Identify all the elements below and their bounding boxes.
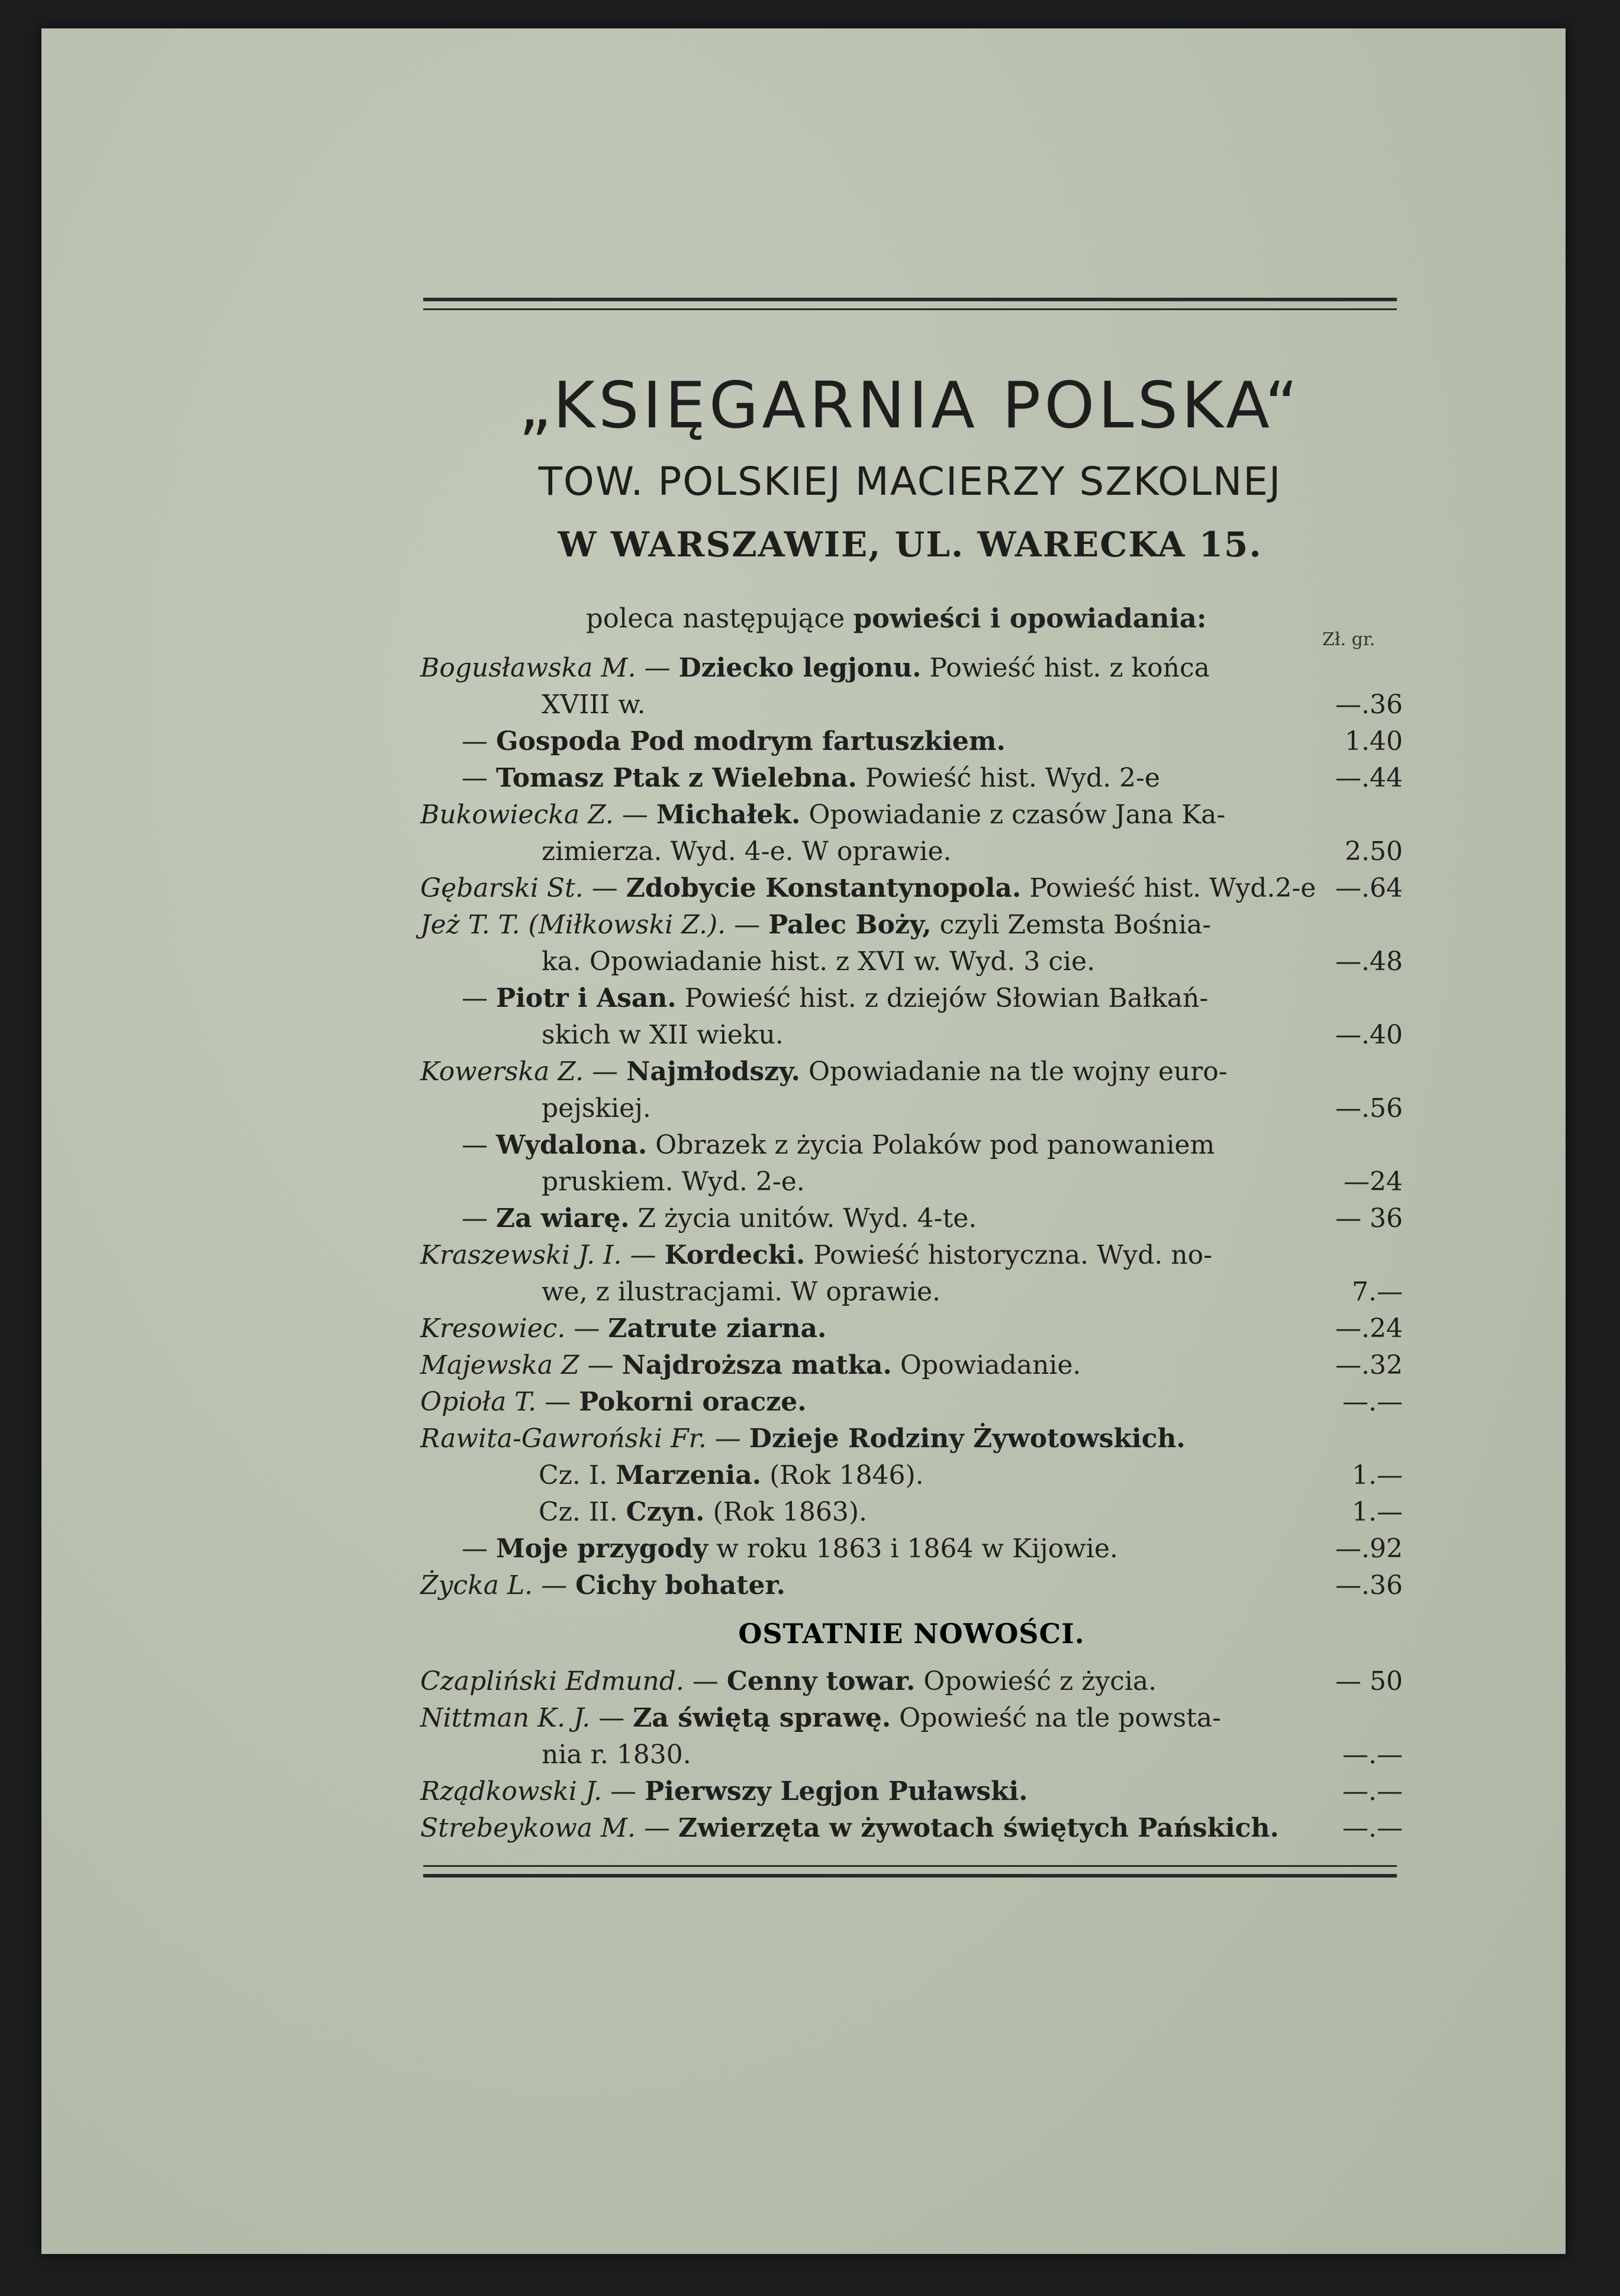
top-rule-thin (423, 308, 1397, 310)
entry-text (542, 1090, 651, 1127)
list-item (420, 760, 1403, 797)
entry-author: Rawita-Gawroński Fr. (420, 1424, 707, 1454)
entry-author: Jeż T. T. (Miłkowski Z.). (420, 910, 726, 940)
entry-price: —.36 (1335, 1570, 1403, 1601)
entry-price: 7.— (1352, 1277, 1403, 1307)
entry-price: 2.50 (1345, 836, 1403, 867)
entry-price: —.— (1342, 1740, 1403, 1770)
list-item (420, 907, 1403, 943)
list-item (420, 650, 1403, 687)
entry-price: —.— (1342, 1813, 1403, 1843)
entry-dash: — (462, 1130, 496, 1160)
entry-description: Powieść historyczna. Wyd. no- (805, 1240, 1212, 1270)
entry-continuation: ka. Opowiadanie hist. z XVI w. Wyd. 3 cie. (542, 946, 1096, 977)
entry-description: Powieść hist. z końca (921, 653, 1210, 683)
entry-text (542, 833, 952, 870)
entry-price: —.40 (1335, 1020, 1403, 1050)
entry-text (420, 1054, 1228, 1090)
entry-description: Obrazek z życia Polaków pod panowaniem (647, 1130, 1215, 1160)
entry-dash: — (621, 1240, 665, 1270)
entry-description: Opowieść na tle powsta- (891, 1703, 1221, 1733)
entry-author: Czapliński Edmund. (420, 1666, 684, 1696)
entry-text (420, 1347, 1081, 1384)
bottom-rule (423, 1874, 1397, 1878)
book-list (420, 650, 1403, 1847)
intro-line (586, 603, 1206, 634)
list-item (420, 1567, 1403, 1604)
entry-price: —.36 (1335, 690, 1403, 720)
entry-price: —24 (1344, 1167, 1403, 1197)
list-item (420, 1810, 1403, 1847)
entry-dash: — (726, 910, 769, 940)
entry-dash: — (462, 983, 496, 1013)
entry-dash: — (684, 1666, 727, 1696)
list-item (420, 1531, 1403, 1567)
entry-text (462, 723, 1006, 760)
entry-text (462, 1200, 977, 1237)
entry-dash: — (584, 1057, 627, 1087)
entry-dash: — (636, 1813, 679, 1843)
entry-description: Opowieść z życia. (915, 1666, 1157, 1696)
entry-title: Pierwszy Legjon Puławski. (645, 1776, 1028, 1806)
list-item (420, 687, 1403, 723)
entry-title: Cenny towar. (726, 1666, 916, 1696)
entry-title: Za wiarę. (496, 1203, 630, 1234)
entry-title: Czyn. (626, 1497, 705, 1527)
entry-dash: — (462, 726, 496, 756)
list-item (420, 833, 1403, 870)
entry-text (542, 1737, 691, 1773)
entry-description: czyli Zemsta Bośnia- (931, 910, 1212, 940)
entry-text (539, 1494, 867, 1531)
entry-title: Zatrute ziarna. (608, 1313, 827, 1344)
list-item (420, 943, 1403, 980)
entry-title: Moje przygody (496, 1534, 708, 1564)
entry-description: Z życia unitów. Wyd. 4-te. (629, 1203, 977, 1234)
entry-dash: — (565, 1313, 608, 1344)
list-item (420, 1457, 1403, 1494)
price-unit-label: Zł. gr. (1322, 629, 1376, 650)
entry-author: Bukowiecka Z. (420, 800, 614, 830)
entry-text (420, 650, 1210, 687)
list-item (420, 1663, 1403, 1700)
entry-description: Opowiadanie. (891, 1350, 1081, 1380)
list-item (420, 1310, 1403, 1347)
entry-description: (Rok 1863). (704, 1497, 868, 1527)
entry-continuation: pejskiej. (542, 1093, 651, 1123)
entry-text (420, 870, 1316, 907)
entry-text (539, 1457, 924, 1494)
list-item (420, 1237, 1403, 1274)
entry-continuation: we, z ilustracjami. W oprawie. (542, 1277, 941, 1307)
list-item (420, 1347, 1403, 1384)
catalog-page (41, 28, 1566, 2254)
entry-dash: — (636, 653, 679, 683)
entry-price: —.— (1342, 1776, 1403, 1806)
entry-price: — 36 (1335, 1203, 1403, 1234)
entry-title: Za świętą sprawę. (633, 1703, 891, 1733)
entry-author: Opioła T. (420, 1387, 537, 1417)
entry-title: Kordecki. (664, 1240, 806, 1270)
entry-text (420, 1237, 1212, 1274)
entry-description: Powieść hist. Wyd.2-e (1021, 873, 1316, 903)
entry-text (542, 1017, 784, 1054)
entry-author: Majewska Z (420, 1350, 579, 1380)
entry-dash: — (602, 1776, 645, 1806)
list-item (420, 1494, 1403, 1531)
entry-part: Cz. II. (539, 1497, 626, 1527)
entry-author: Nittman K. J. (420, 1703, 591, 1733)
list-item (420, 1274, 1403, 1310)
entry-text (420, 1700, 1221, 1737)
entry-dash: — (533, 1570, 576, 1601)
list-item (420, 723, 1403, 760)
entry-author: Kraszewski J. I. (420, 1240, 622, 1270)
bookstore-title: „KSIĘGARNIA POLSKA“ (518, 369, 1302, 443)
entry-author: Kowerska Z. (420, 1057, 584, 1087)
entry-author: Bogusławska M. (420, 653, 636, 683)
entry-title: Wydalona. (496, 1130, 648, 1160)
entry-description: Powieść hist. z dziejów Słowian Bałkań- (676, 983, 1209, 1013)
list-item (420, 1737, 1403, 1773)
entry-description: Opowiadanie na tle wojny euro- (800, 1057, 1228, 1087)
entry-description: w roku 1863 i 1864 w Kijowie. (708, 1534, 1118, 1564)
entry-price: —.92 (1335, 1534, 1403, 1564)
entry-text (420, 1810, 1279, 1847)
entry-description: (Rok 1846). (761, 1460, 924, 1490)
entry-dash: — (590, 1703, 633, 1733)
entry-title: Najmłodszy. (626, 1057, 800, 1087)
top-rule (423, 298, 1397, 301)
list-item (420, 1090, 1403, 1127)
entry-price: 1.— (1352, 1497, 1403, 1527)
entry-title: Zwierzęta w żywotach świętych Pańskich. (678, 1813, 1279, 1843)
entry-author: Życka L. (420, 1570, 533, 1601)
entry-dash: — (462, 1203, 496, 1234)
entry-dash: — (706, 1424, 749, 1454)
news-heading: OSTATNIE NOWOŚCI. (738, 1618, 1085, 1650)
entry-title: Zdobycie Konstantynopola. (626, 873, 1022, 903)
entry-text (420, 797, 1225, 833)
entry-price: — 50 (1335, 1666, 1403, 1696)
list-item (420, 1773, 1403, 1810)
entry-price: —.24 (1335, 1313, 1403, 1344)
entry-continuation: pruskiem. Wyd. 2-e. (542, 1167, 805, 1197)
list-item (420, 1384, 1403, 1421)
entry-dash: — (613, 800, 656, 830)
entry-price: —.32 (1335, 1350, 1403, 1380)
entry-price: —.56 (1335, 1093, 1403, 1123)
list-item (420, 980, 1403, 1017)
entry-continuation: XVIII w. (542, 690, 646, 720)
entry-title: Piotr i Asan. (496, 983, 677, 1013)
entry-text (420, 1567, 785, 1604)
list-item (420, 1164, 1403, 1200)
entry-title: Marzenia. (616, 1460, 762, 1490)
entry-title: Dziecko legjonu. (678, 653, 922, 683)
entry-dash: — (579, 1350, 622, 1380)
entry-author: Kresowiec. (420, 1313, 566, 1344)
entry-title: Gospoda Pod modrym fartuszkiem. (496, 726, 1006, 756)
entry-dash: — (462, 763, 496, 793)
entry-text (462, 1531, 1118, 1567)
entry-description: Powieść hist. Wyd. 2-e (856, 763, 1160, 793)
entry-dash: — (536, 1387, 579, 1417)
entry-author: Strebeykowa M. (420, 1813, 636, 1843)
entry-price: 1.40 (1345, 726, 1403, 756)
list-item (420, 1017, 1403, 1054)
entry-continuation: skich w XII wieku. (542, 1020, 784, 1050)
entry-price: —.44 (1335, 763, 1403, 793)
entry-title: Tomasz Ptak z Wielebna. (496, 763, 857, 793)
entry-text (462, 980, 1208, 1017)
entry-text (542, 943, 1095, 980)
entry-title: Dzieje Rodziny Żywotowskich. (749, 1424, 1186, 1454)
entry-price: 1.— (1352, 1460, 1403, 1490)
entry-part: Cz. I. (539, 1460, 616, 1490)
entry-text (420, 1773, 1028, 1810)
entry-text (420, 1663, 1157, 1700)
entry-continuation: zimierza. Wyd. 4-e. W oprawie. (542, 836, 952, 867)
entry-dash: — (462, 1534, 496, 1564)
address-line: W WARSZAWIE, UL. WARECKA 15. (558, 524, 1262, 565)
entry-continuation: nia r. 1830. (542, 1740, 691, 1770)
entry-title: Palec Boży, (768, 910, 932, 940)
intro-plain: poleca następujące (586, 603, 854, 634)
list-item (420, 797, 1403, 833)
entry-title: Najdroższa matka. (621, 1350, 892, 1380)
entry-price: —.64 (1335, 873, 1403, 903)
entry-text (542, 1274, 941, 1310)
list-item (420, 1054, 1403, 1090)
entry-text (420, 907, 1211, 943)
entry-price: —.— (1342, 1387, 1403, 1417)
entry-title: Michałek. (656, 800, 801, 830)
list-item (420, 1700, 1403, 1737)
entry-author: Gębarski St. (420, 873, 584, 903)
entry-text (420, 1384, 807, 1421)
entry-price: —.48 (1335, 946, 1403, 977)
entry-text (542, 1164, 805, 1200)
entry-description: Opowiadanie z czasów Jana Ka- (800, 800, 1226, 830)
list-item (420, 870, 1403, 907)
entry-text (462, 1127, 1215, 1164)
list-item (420, 1421, 1403, 1457)
society-subtitle: TOW. POLSKIEJ MACIERZY SZKOLNEJ (538, 459, 1282, 504)
entry-text (420, 1310, 826, 1347)
entry-dash: — (583, 873, 626, 903)
intro-bold: powieści i opowiadania: (853, 603, 1207, 634)
entry-title: Cichy bohater. (575, 1570, 785, 1601)
entry-text (542, 687, 646, 723)
entry-title: Pokorni oracze. (579, 1387, 807, 1417)
list-item (420, 1127, 1403, 1164)
entry-author: Rządkowski J. (420, 1776, 603, 1806)
entry-text (462, 760, 1160, 797)
entry-text (420, 1421, 1186, 1457)
bottom-rule-thin (423, 1865, 1397, 1867)
list-item (420, 1200, 1403, 1237)
